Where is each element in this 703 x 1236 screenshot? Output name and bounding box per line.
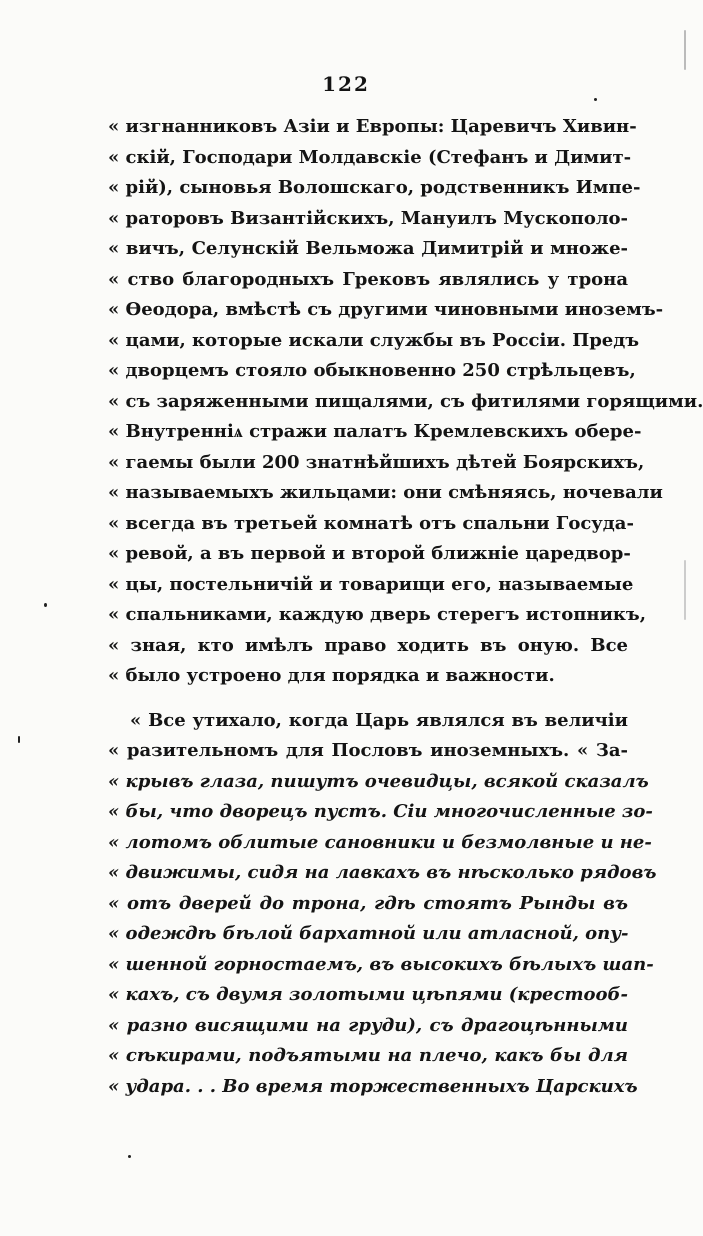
- text-line: « скій, Господари Молдавскіе (Стефанъ и Димит-: [108, 146, 632, 168]
- scan-speck: [684, 30, 686, 70]
- paragraph-1: [108, 112, 703, 692]
- text-line: « разно висящими на груди), съ драгоцѣнными: [108, 1014, 628, 1036]
- text-line: « вичъ, Селунскій Вельможа Димитрій и множе-: [108, 238, 628, 259]
- scan-speck: [18, 736, 20, 743]
- text-line: « одеждѣ бѣлой бархатной или атласной, опу-: [108, 923, 629, 944]
- text-line: « разительномъ для Пословъ иноземныхъ. « За-: [108, 740, 628, 761]
- scan-speck: [684, 560, 686, 620]
- scan-speck: [44, 603, 47, 607]
- text-block: [108, 112, 703, 1102]
- text-line: « сѣкирами, подъятыми на плечо, какъ бы для: [108, 1045, 628, 1066]
- text-line: « раторовъ Византійскихъ, Мануилъ Мускополо-: [108, 207, 628, 229]
- text-line: « крывъ глаза, пишутъ очевидцы, всякой сказалъ: [108, 770, 649, 792]
- text-line: « ство благородныхъ Грековъ являлись у трона: [108, 268, 628, 290]
- text-line: « гаемы были 200 знатнѣйшихъ дѣтей Боярскихъ,: [108, 451, 645, 473]
- text-line: « всегда въ третьей комнатѣ отъ спальни Госуда-: [108, 512, 634, 534]
- text-line: « Все утихало, когда Царь являлся въ величіи: [130, 709, 628, 731]
- scan-speck: [594, 98, 597, 101]
- text-line: « дворцемъ стояло обыкновенно 250 стрѣльцевъ,: [108, 360, 636, 381]
- text-line: « называемыхъ жильцами: они смѣняясь, ночевали: [108, 482, 663, 503]
- text-line: « зная, кто имѣлъ право ходить въ оную. Все: [108, 634, 628, 656]
- text-line: « движимы, сидя на лавкахъ въ нѣсколько рядовъ: [108, 862, 657, 883]
- scan-speck: [128, 1155, 131, 1158]
- text-line: « ревой, а въ первой и второй ближніе царедвор-: [108, 543, 631, 564]
- text-line: « рій), сыновья Волошскаго, родственникъ Импе-: [108, 177, 641, 198]
- text-line: « Внутренніѧ стражи палатъ Кремлевскихъ обере-: [108, 421, 642, 442]
- text-line: « съ заряженными пищалями, съ фитилями горящими.: [108, 390, 703, 412]
- text-line: « шенной горностаемъ, въ высокихъ бѣлыхъ шап-: [108, 953, 654, 975]
- text-line: « бы, что дворецъ пустъ. Сіи многочисленные зо-: [108, 801, 653, 822]
- text-line: « спальниками, каждую дверь стерегъ истопникъ,: [108, 604, 646, 625]
- text-line: « Ѳеодора, вмѣстѣ съ другими чиновными иноземъ-: [108, 299, 664, 320]
- text-line: « отъ дверей до трона, гдѣ стоятъ Рынды въ: [108, 892, 628, 914]
- text-line: « кахъ, съ двумя золотыми цѣпями (крестооб-: [108, 984, 628, 1005]
- text-line: « лотомъ облитые сановники и безмолвные и не-: [108, 831, 652, 853]
- paragraph-gap: [108, 692, 628, 706]
- page-number: 122: [322, 72, 370, 96]
- text-line: « удара. . . Во время торжественныхъ Царскихъ: [108, 1075, 638, 1097]
- text-line: « было устроено для порядка и важности.: [108, 665, 555, 686]
- text-line: « цы, постельничій и товарищи его, называемые: [108, 573, 634, 595]
- paragraph-2: [108, 706, 657, 1103]
- text-line: « изгнанниковъ Азіи и Европы: Царевичъ Хивин-: [108, 116, 637, 137]
- text-line: « цами, которые искали службы въ Россіи. Предъ: [108, 329, 640, 351]
